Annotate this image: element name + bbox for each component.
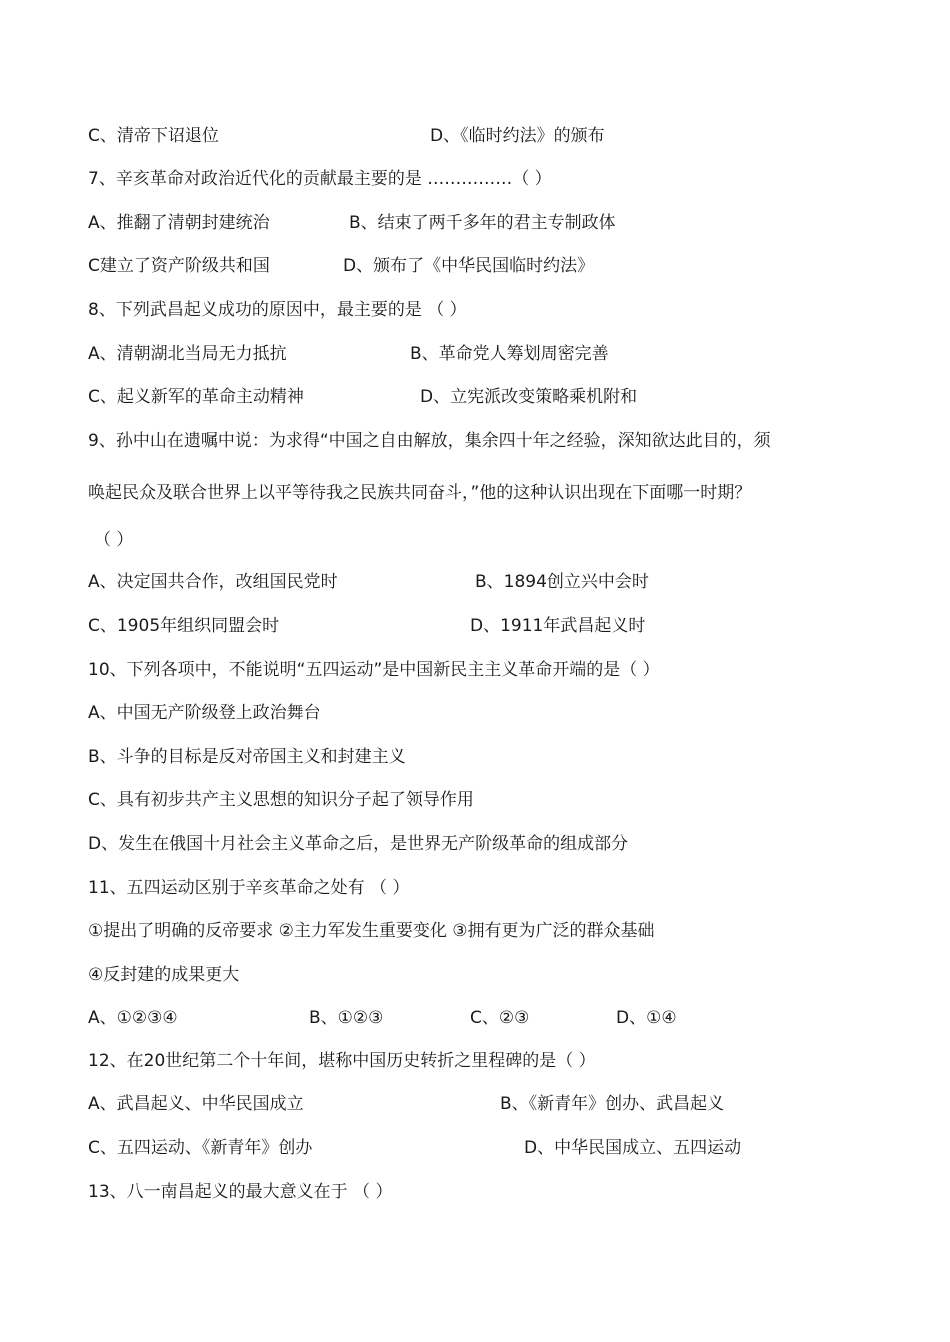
- q10-option-b: B、斗争的目标是反对帝国主义和封建主义: [88, 747, 406, 767]
- q11-items-line2: ④反封建的成果更大: [88, 965, 240, 985]
- q7-option-c: C建立了资产阶级共和国: [88, 256, 270, 276]
- q11-items-line1: ①提出了明确的反帝要求 ②主力军发生重要变化 ③拥有更为广泛的群众基础: [88, 921, 655, 941]
- q13-stem: 13、八一南昌起义的最大意义在于 （ ）: [88, 1182, 393, 1202]
- q10-option-a: A、中国无产阶级登上政治舞台: [88, 703, 321, 723]
- q12-option-a: A、武昌起义、中华民国成立: [88, 1094, 304, 1114]
- q8-option-c: C、起义新军的革命主动精神: [88, 387, 304, 407]
- q7-option-b: B、结束了两千多年的君主专制政体: [349, 213, 616, 233]
- q12-option-b: B、《新青年》创办、武昌起义: [500, 1094, 725, 1114]
- q6-option-d: D、《临时约法》的颁布: [430, 126, 605, 146]
- q8-option-d: D、立宪派改变策略乘机附和: [420, 387, 638, 407]
- q12-stem: 12、在20世纪第二个十年间，堪称中国历史转折之里程碑的是（ ）: [88, 1051, 596, 1071]
- q11-option-a: A、①②③④: [88, 1008, 178, 1028]
- q10-option-c: C、具有初步共产主义思想的知识分子起了领导作用: [88, 790, 474, 810]
- q11-option-d: D、①④: [616, 1008, 677, 1028]
- q11-stem: 11、五四运动区别于辛亥革命之处有 （ ）: [88, 878, 410, 898]
- q11-option-b: B、①②③: [309, 1008, 384, 1028]
- q8-option-b: B、革命党人筹划周密完善: [410, 344, 609, 364]
- q11-option-c: C、②③: [470, 1008, 530, 1028]
- q9-stem-line2: 唤起民众及联合世界上以平等待我之民族共同奋斗，”他的这种认识出现在下面哪一时期？: [88, 483, 752, 503]
- q9-option-b: B、1894创立兴中会时: [475, 572, 649, 592]
- q9-stem-line1: 9、孙中山在遗嘱中说：为求得“中国之自由解放，集余四十年之经验，深知欲达此目的，须: [88, 431, 771, 451]
- q9-answer-paren: （ ）: [94, 530, 134, 550]
- q7-option-d: D、颁布了《中华民国临时约法》: [343, 256, 595, 276]
- q7-option-a: A、推翻了清朝封建统治: [88, 213, 270, 233]
- q12-option-d: D、中华民国成立、五四运动: [524, 1138, 742, 1158]
- q7-stem: 7、辛亥革命对政治近代化的贡献最主要的是 ……………（ ）: [88, 169, 552, 189]
- q9-option-c: C、1905年组织同盟会时: [88, 616, 280, 636]
- q10-stem: 10、下列各项中，不能说明“五四运动”是中国新民主主义革命开端的是（ ）: [88, 660, 660, 680]
- q9-option-a: A、决定国共合作，改组国民党时: [88, 572, 338, 592]
- q12-option-c: C、五四运动、《新青年》创办: [88, 1138, 313, 1158]
- q10-option-d: D、发生在俄国十月社会主义革命之后，是世界无产阶级革命的组成部分: [88, 834, 629, 854]
- q8-option-a: A、清朝湖北当局无力抵抗: [88, 344, 287, 364]
- q8-stem: 8、下列武昌起义成功的原因中，最主要的是 （ ）: [88, 300, 467, 320]
- q6-option-c: C、清帝下诏退位: [88, 126, 219, 146]
- q9-option-d: D、1911年武昌起义时: [470, 616, 646, 636]
